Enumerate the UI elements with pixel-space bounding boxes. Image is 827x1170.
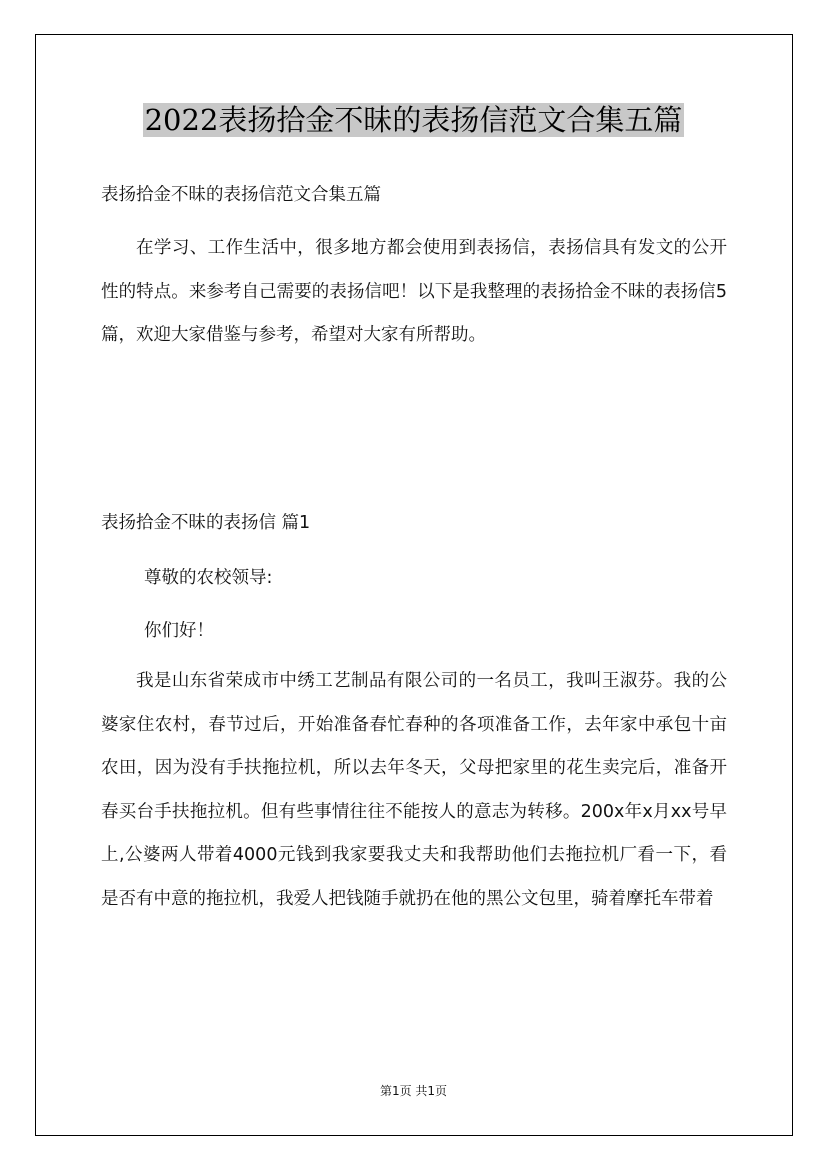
salutation: 尊敬的农校领导: [144,568,273,588]
document-title: 2022表扬拾金不昧的表扬信范文合集五篇 [144,103,683,137]
intro-paragraph: 在学习、工作生活中，很多地方都会使用到表扬信，表扬信具有发文的公开性的特点。来参考自己需要的表扬信吧！以下是我整理的表扬拾金不昧的表扬信5篇，欢迎大家借鉴与参考，希望对大家有所帮助。 [101,238,727,345]
document-subtitle: 表扬拾金不昧的表扬信范文合集五篇 [101,185,381,205]
page-footer: 第1页 共1页 [379,1084,448,1098]
section-heading: 表扬拾金不昧的表扬信 篇1 [101,513,311,533]
greeting: 你们好！ [144,621,214,641]
letter-body: 我是山东省荣成市中绣工艺制品有限公司的一名员工，我叫王淑芬。我的公婆家住农村，春节过后，开始准备春忙春种的各项准备工作，去年家中承包十亩农田，因为没有手扶拖拉机，所以去年冬天，父母把家里的花生卖完后，准备开春买台手扶拖拉机。但有些事情往往不能按人的意志为转移。200x年x月xx号早上,公婆两人带着4000元钱到我家要我丈夫和我帮助他们去拖拉机厂看一下，看是否有中意的拖拉机，我爱人把钱随手就扔在他的黑公文包里，骑着摩托车带着 [101,671,727,909]
